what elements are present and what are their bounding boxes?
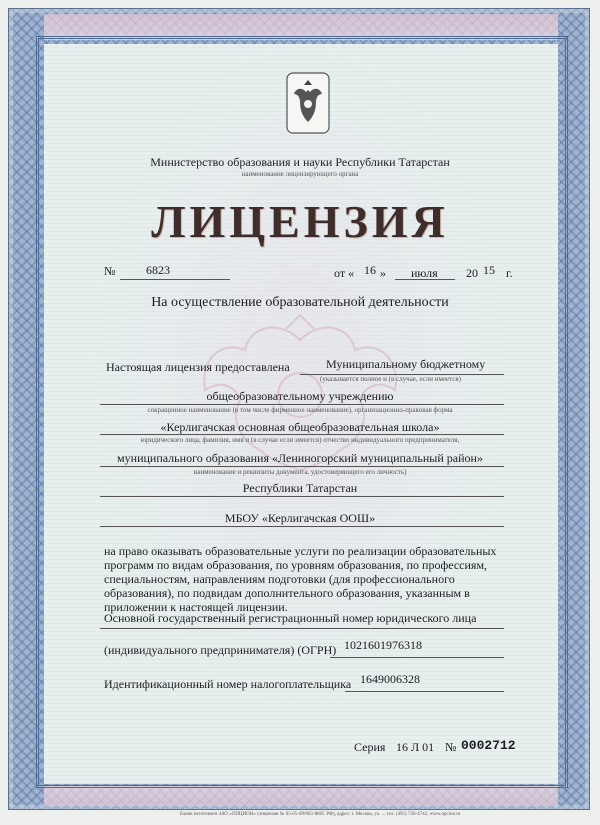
date-year-label: г. [506, 266, 513, 280]
date-day: 16 [364, 263, 376, 277]
date-close-quote: » [380, 266, 386, 280]
granted-underline-2 [100, 404, 504, 405]
number-underline [120, 279, 230, 280]
date-from-label: от « [334, 266, 355, 280]
granted-note-4: наименование и реквизиты документа, удостоверяющего его личность) [193, 468, 407, 476]
granted-line-1: Муниципальному бюджетному [326, 357, 486, 371]
number-label: № [104, 264, 116, 278]
inn-underline [345, 691, 504, 692]
license-number: 6823 [146, 263, 170, 277]
date-year-suffix: 15 [483, 263, 495, 277]
series-number-label: № [445, 740, 457, 754]
series-number: 0002712 [461, 738, 516, 753]
short-name-underline [100, 526, 504, 527]
series-label: Серия [354, 740, 386, 754]
granted-note-3: юридического лица, фамилия, имя и (в случае если имеется) отчество индивидуального предпринимателя, [140, 436, 460, 444]
issuing-authority: Министерство образования и науки Республики Татарстан [150, 155, 450, 169]
coat-of-arms-emblem-icon [286, 72, 330, 134]
granted-line-4: муниципального образования «Лениногорский муниципальный район» [117, 451, 483, 465]
granted-line-3: «Керлигачская основная общеобразовательная школа» [160, 420, 440, 434]
inn-label: Идентификационный номер налогоплательщика [104, 677, 352, 691]
license-subject: На осуществление образовательной деятельности [151, 295, 449, 310]
rights-line: специальностям, направлениям подготовки (для профессионального [104, 572, 455, 586]
ogrn-value: 1021601976318 [344, 638, 422, 652]
rights-line: программ по видам образования, по уровням образования, по профессиям, [104, 558, 488, 572]
document-title: ЛИЦЕНЗИЯ [151, 196, 449, 247]
ogrn-underline-2 [330, 657, 504, 658]
printer-imprint: Бланк изготовлен ЗАО «ОПЦИОН» (лицензия № 05-05-09/003 ФНС РФ), адрес: г. Москва, ул. ... тел. (495) 726-4742, www.opcion.ru [180, 812, 461, 817]
rights-line: образования), по подвидам дополнительного образования, указанным в [104, 586, 470, 600]
date-month: июля [411, 266, 438, 280]
inn-value: 1649006328 [360, 672, 420, 686]
ogrn-underline-1 [100, 628, 504, 629]
granted-line-5: Республики Татарстан [242, 481, 358, 495]
ogrn-label-line2: (индивидуального предпринимателя) (ОГРН) [104, 643, 337, 657]
granted-label: Настоящая лицензия предоставлена [106, 360, 290, 374]
organization-short-name: МБОУ «Керлигачская ООШ» [224, 511, 376, 525]
rights-line: приложении к настоящей лицензии. [104, 600, 288, 614]
series-value: 16 Л 01 [396, 740, 435, 754]
date-year-prefix: 20 [466, 266, 478, 280]
granted-note-1: (указывается полное и (в случае, если имеется) [320, 375, 461, 383]
ogrn-label-line1: Основной государственный регистрационный номер юридического лица [104, 611, 477, 625]
granted-underline-5 [100, 496, 504, 497]
granted-underline-4 [100, 466, 504, 467]
granted-note-2: сокращенное наименование (в том числе фирменное наименование), организационно-правовая форма [147, 406, 453, 414]
issuing-authority-note: наименование лицензирующего органа [241, 170, 359, 178]
rights-line: на право оказывать образовательные услуги по реализации образовательных [104, 544, 497, 558]
border-band-bottom [44, 786, 558, 806]
granted-line-2: общеобразовательному учреждению [206, 389, 394, 403]
rights-paragraph [104, 544, 508, 614]
